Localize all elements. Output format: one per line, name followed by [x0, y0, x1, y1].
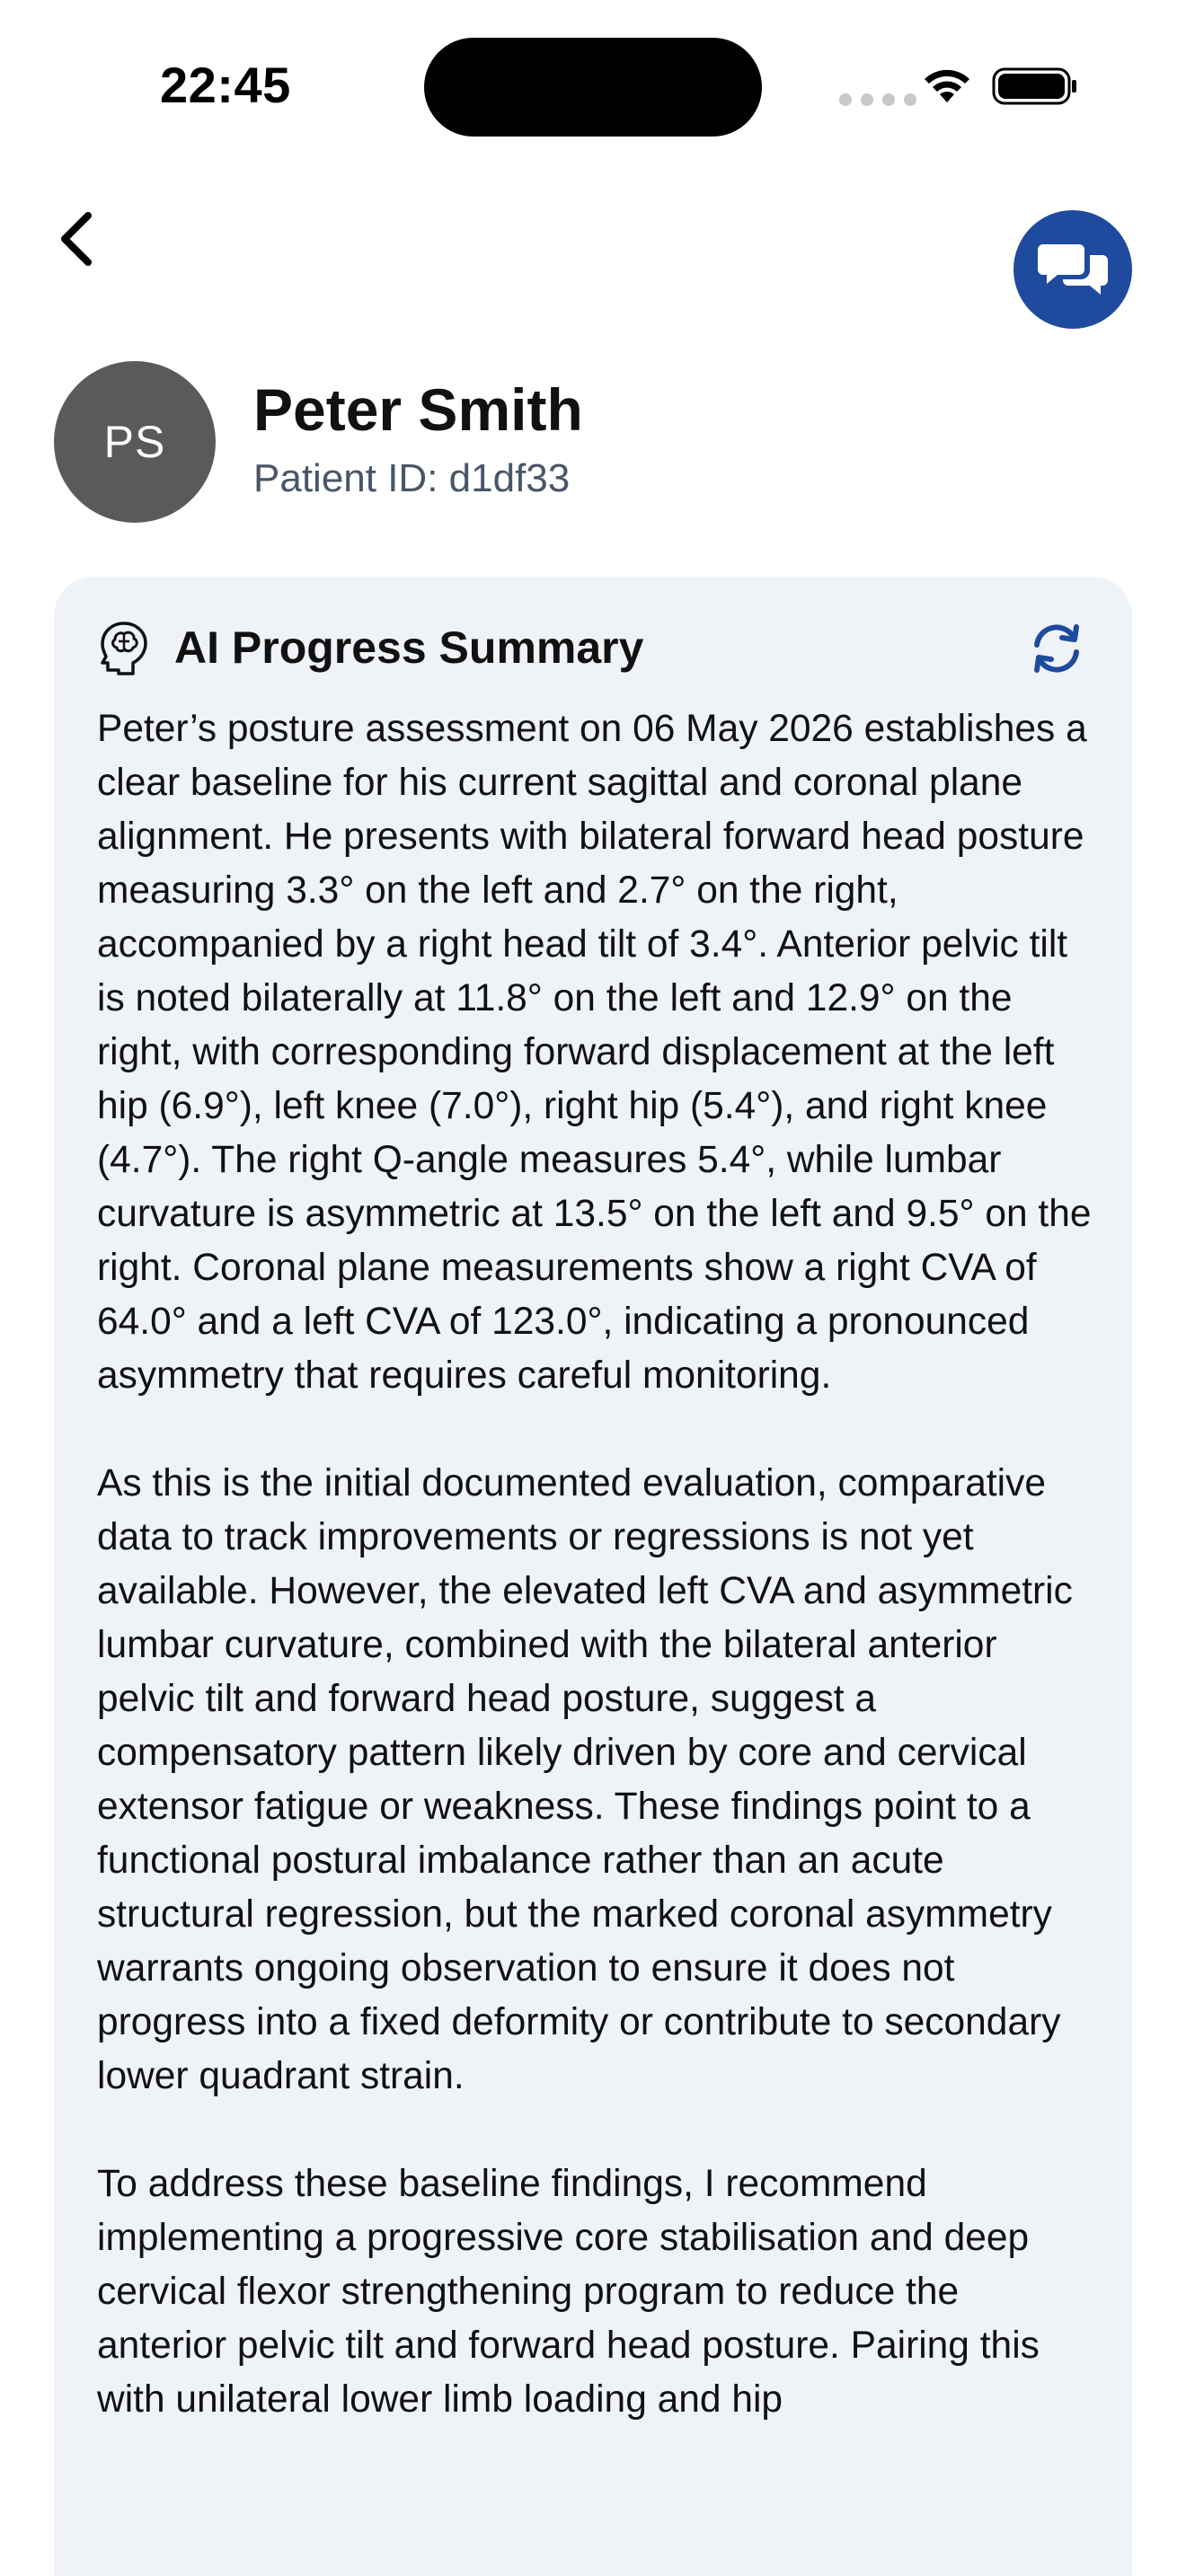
refresh-icon — [1028, 620, 1085, 677]
status-time: 22:45 — [160, 57, 291, 113]
card-header — [97, 613, 1089, 684]
battery-icon — [992, 66, 1078, 106]
patient-name: Peter Smith — [253, 376, 583, 443]
cellular-signal-icon — [839, 93, 916, 106]
card-title: AI Progress Summary — [174, 622, 644, 673]
brain-head-icon — [97, 620, 151, 677]
chat-bubbles-icon — [1038, 241, 1108, 298]
ai-summary-card — [54, 577, 1132, 2576]
summary-paragraph: As this is the initial documented evaluation, comparative data to track improvements or regressions is not yet available. However, the elevated left CVA and asymmetric lumbar curvature, combined with the bilateral anterior pelvic tilt and forward head posture, suggest a compensatory pattern likely driven by core and cervical extensor fatigue or weakness. These findings point to a functional postural imbalance rather than an acute structural regression, but the marked coronal asymmetry warrants ongoing observation to ensure it does not progress into a fixed deformity or contribute to secondary lower quadrant strain. — [97, 1462, 1073, 2097]
refresh-button[interactable] — [1024, 616, 1089, 681]
dynamic-island — [424, 38, 762, 137]
summary-body — [97, 702, 1094, 2481]
chevron-left-icon — [56, 210, 99, 268]
wifi-icon — [920, 63, 974, 106]
patient-id: Patient ID: d1df33 — [253, 456, 571, 500]
avatar: PS — [54, 361, 216, 523]
summary-paragraph: Peter’s posture assessment on 06 May 2026 establishes a clear baseline for his current sagittal and coronal plane alignment. He presents with bilateral forward head posture measuring 3.3° on the left and 2.7° on the right, accompanied by a right head tilt of 3.4°. Anterior pelvic tilt is noted bilaterally at 11.8° on the left and 12.9° on the right, with corresponding forward displacement at the left hip (6.9°), left knee (7.0°), right hip (5.4°), and right knee (4.7°). The right Q-angle measures 5.4°, while lumbar curvature is asymmetric at 13.5° on the left and 9.5° on the right. Coronal plane measurements show a right CVA of 64.0° and a left CVA of 123.0°, indicating a pronounced asymmetry that requires careful monitoring. — [97, 708, 1092, 1397]
chat-button[interactable] — [1013, 210, 1132, 329]
summary-paragraph: To address these baseline findings, I recommend implementing a progressive core stabilisation and deep cervical flexor strengthening program to reduce the anterior pelvic tilt and forward head posture. Pairing this with unilateral lower limb loading and hip — [97, 2163, 1040, 2421]
back-button[interactable] — [43, 205, 111, 273]
